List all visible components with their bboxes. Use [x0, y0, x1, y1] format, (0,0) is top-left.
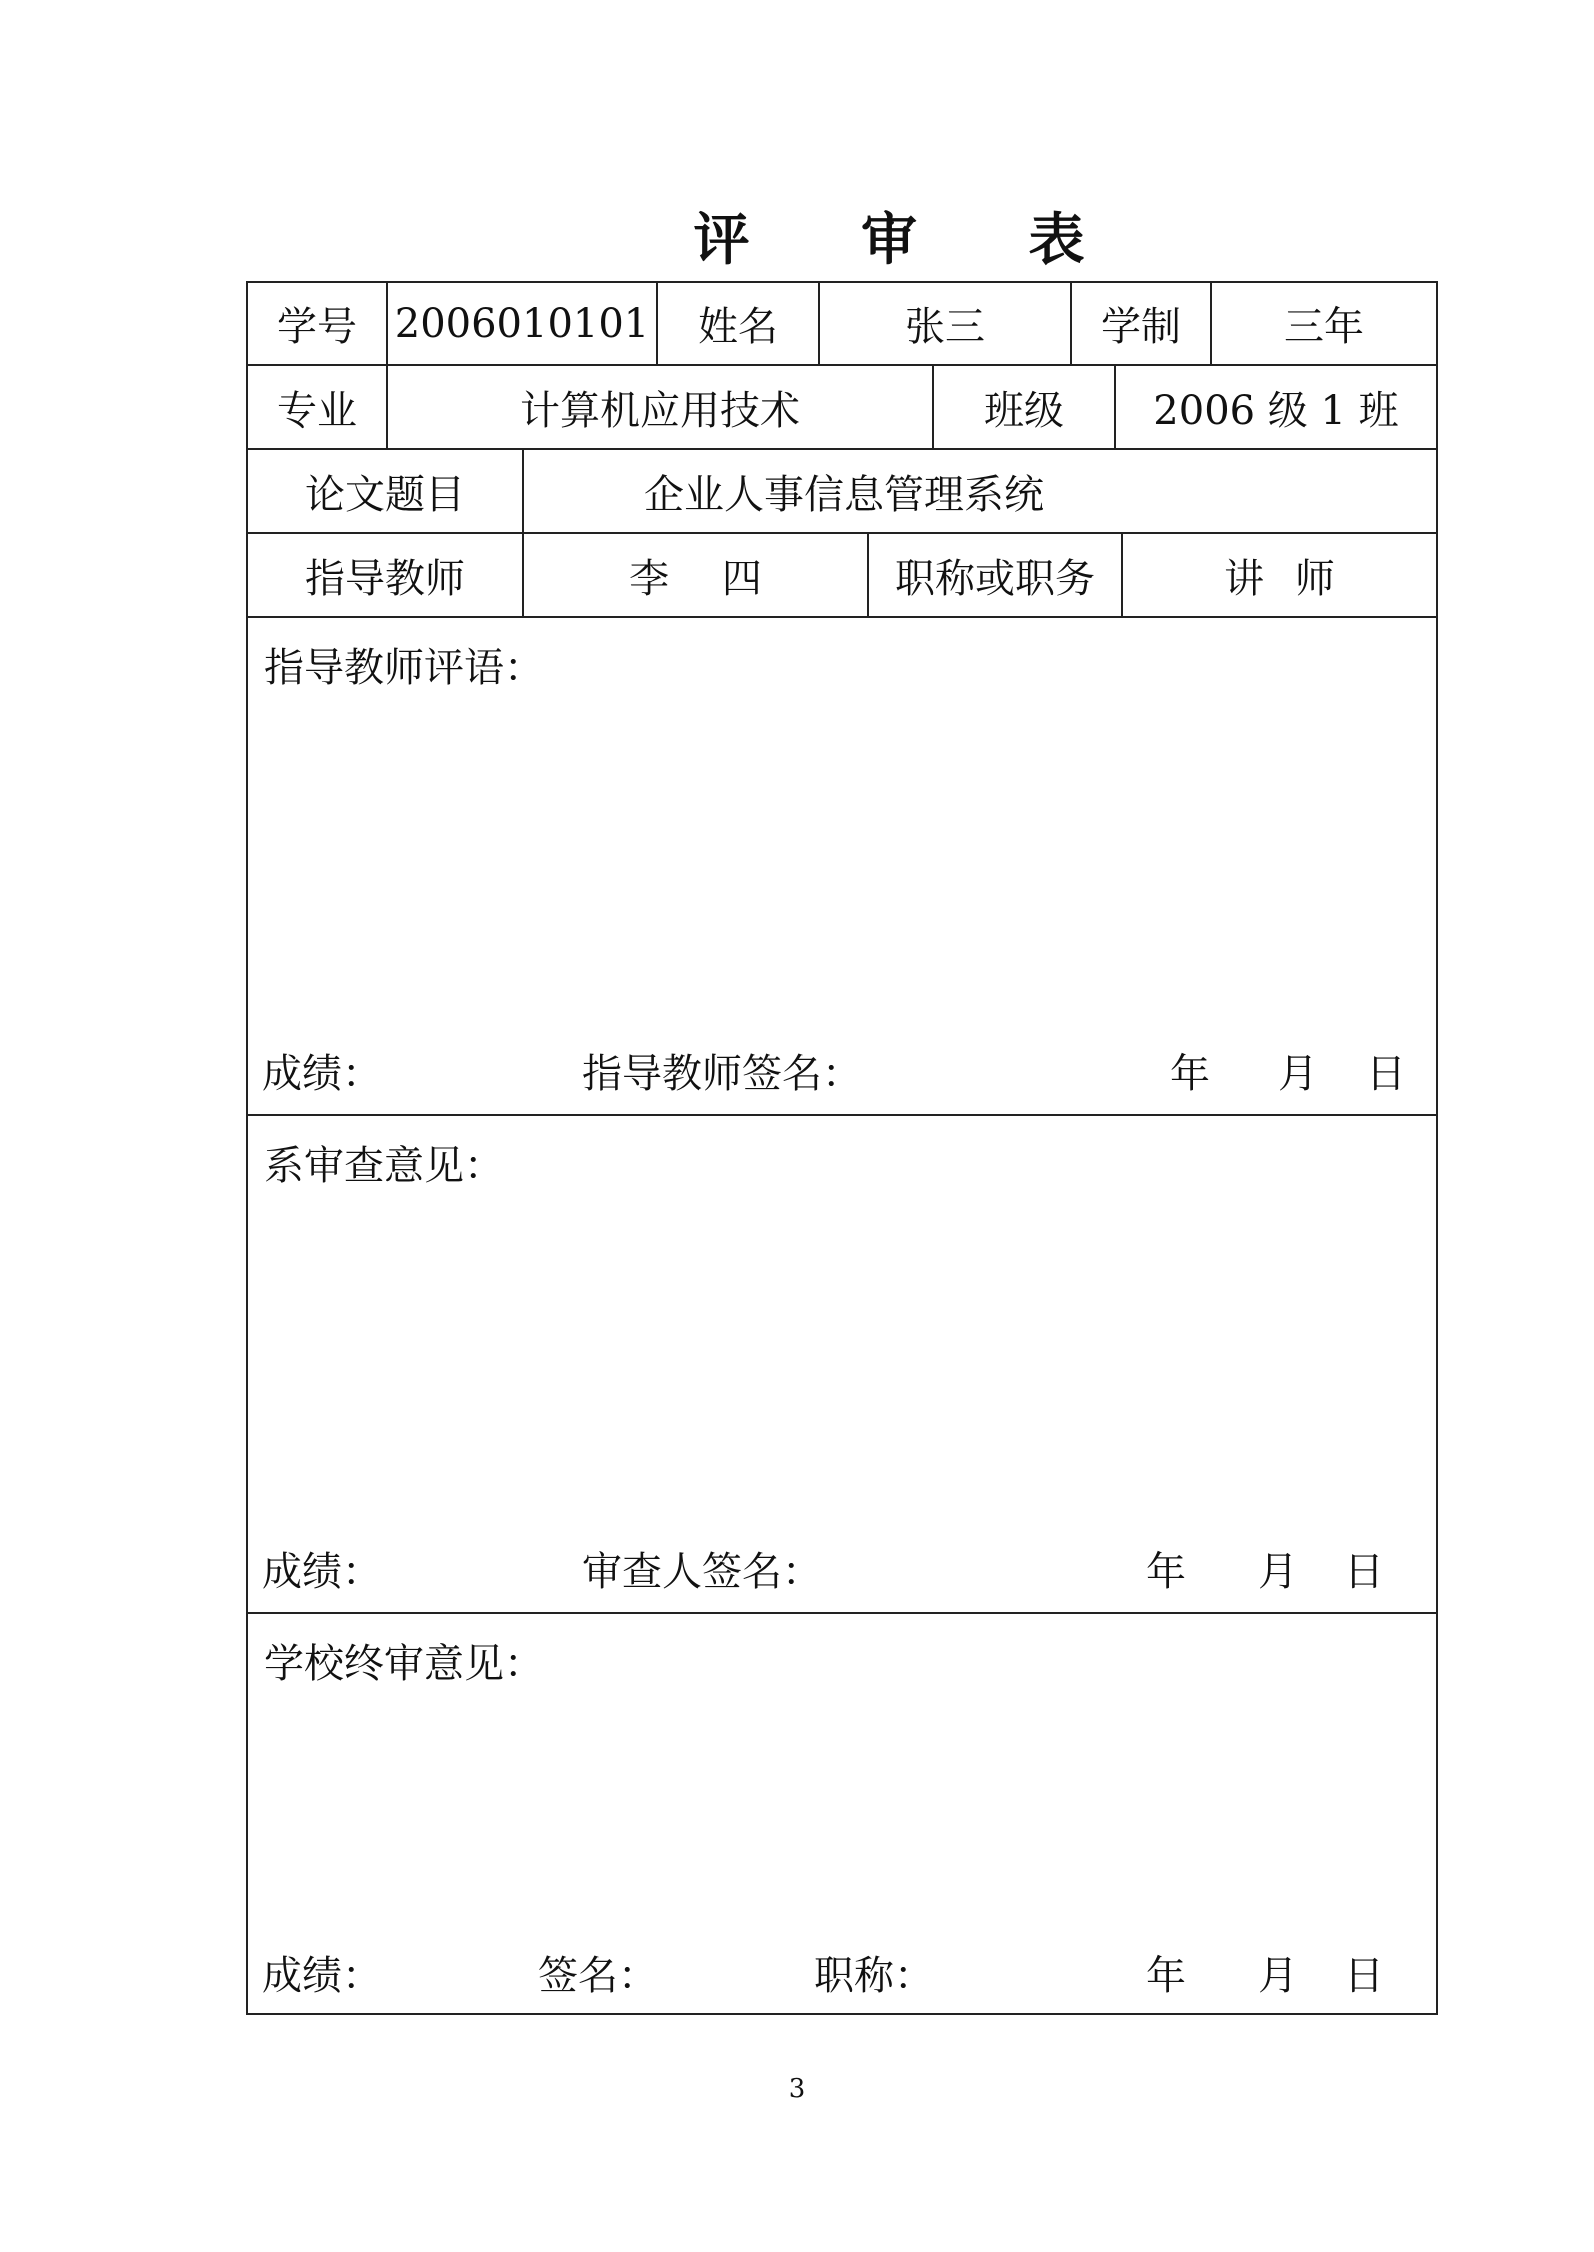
document-title: 评 审 表 — [693, 207, 1131, 273]
class-label: 班级 — [934, 366, 1116, 448]
row-student-info — [248, 283, 1436, 366]
department-date-year: 年 — [1146, 1549, 1186, 1595]
duration-value: 三年 — [1284, 304, 1364, 350]
department-review-label: 系审查意见： — [264, 1143, 504, 1189]
major-value: 计算机应用技术 — [388, 366, 934, 448]
name-value: 张三 — [820, 283, 1072, 364]
advisor-date-day: 日 — [1366, 1051, 1406, 1097]
department-review-section — [248, 1116, 1436, 1614]
name-label: 姓名 — [658, 283, 820, 364]
advisor-signature-label: 指导教师签名： — [582, 1051, 862, 1097]
school-score-label: 成绩： — [262, 1953, 382, 1999]
advisor-comment-label: 指导教师评语： — [264, 645, 544, 691]
school-date-month: 月 — [1258, 1953, 1298, 1999]
advisor-date-year: 年 — [1170, 1051, 1210, 1097]
review-form — [246, 281, 1438, 2015]
student-id-label: 学号 — [248, 283, 388, 364]
advisor-score-label: 成绩： — [262, 1051, 382, 1097]
student-id-value: 2006010101 — [388, 283, 658, 364]
advisor-label: 指导教师 — [248, 534, 524, 616]
position-label: 职称或职务 — [869, 534, 1123, 616]
advisor-value: 李 四 — [524, 534, 869, 616]
department-score-label: 成绩： — [262, 1549, 382, 1595]
department-date-month: 月 — [1258, 1549, 1298, 1595]
major-label: 专业 — [248, 366, 388, 448]
school-title-label: 职称： — [814, 1953, 934, 1999]
reviewer-signature-label: 审查人签名： — [582, 1549, 822, 1595]
advisor-comment-section — [248, 618, 1436, 1116]
position-value: 讲 师 — [1224, 555, 1335, 602]
school-final-review-label: 学校终审意见： — [264, 1641, 544, 1687]
page-number: 3 — [788, 2074, 806, 2104]
class-value: 2006 级 1 班 — [1153, 387, 1399, 434]
school-date-day: 日 — [1344, 1953, 1384, 1999]
advisor-date-month: 月 — [1278, 1051, 1318, 1097]
school-date-year: 年 — [1146, 1953, 1186, 1999]
duration-label: 学制 — [1072, 283, 1212, 364]
thesis-label: 论文题目 — [248, 450, 524, 532]
row-thesis — [248, 450, 1436, 534]
row-major-info — [248, 366, 1436, 450]
row-advisor — [248, 534, 1436, 618]
thesis-value: 企业人事信息管理系统 — [644, 471, 1044, 518]
department-date-day: 日 — [1344, 1549, 1384, 1595]
school-signature-label: 签名： — [538, 1953, 658, 1999]
school-final-review-section — [248, 1614, 1436, 2013]
